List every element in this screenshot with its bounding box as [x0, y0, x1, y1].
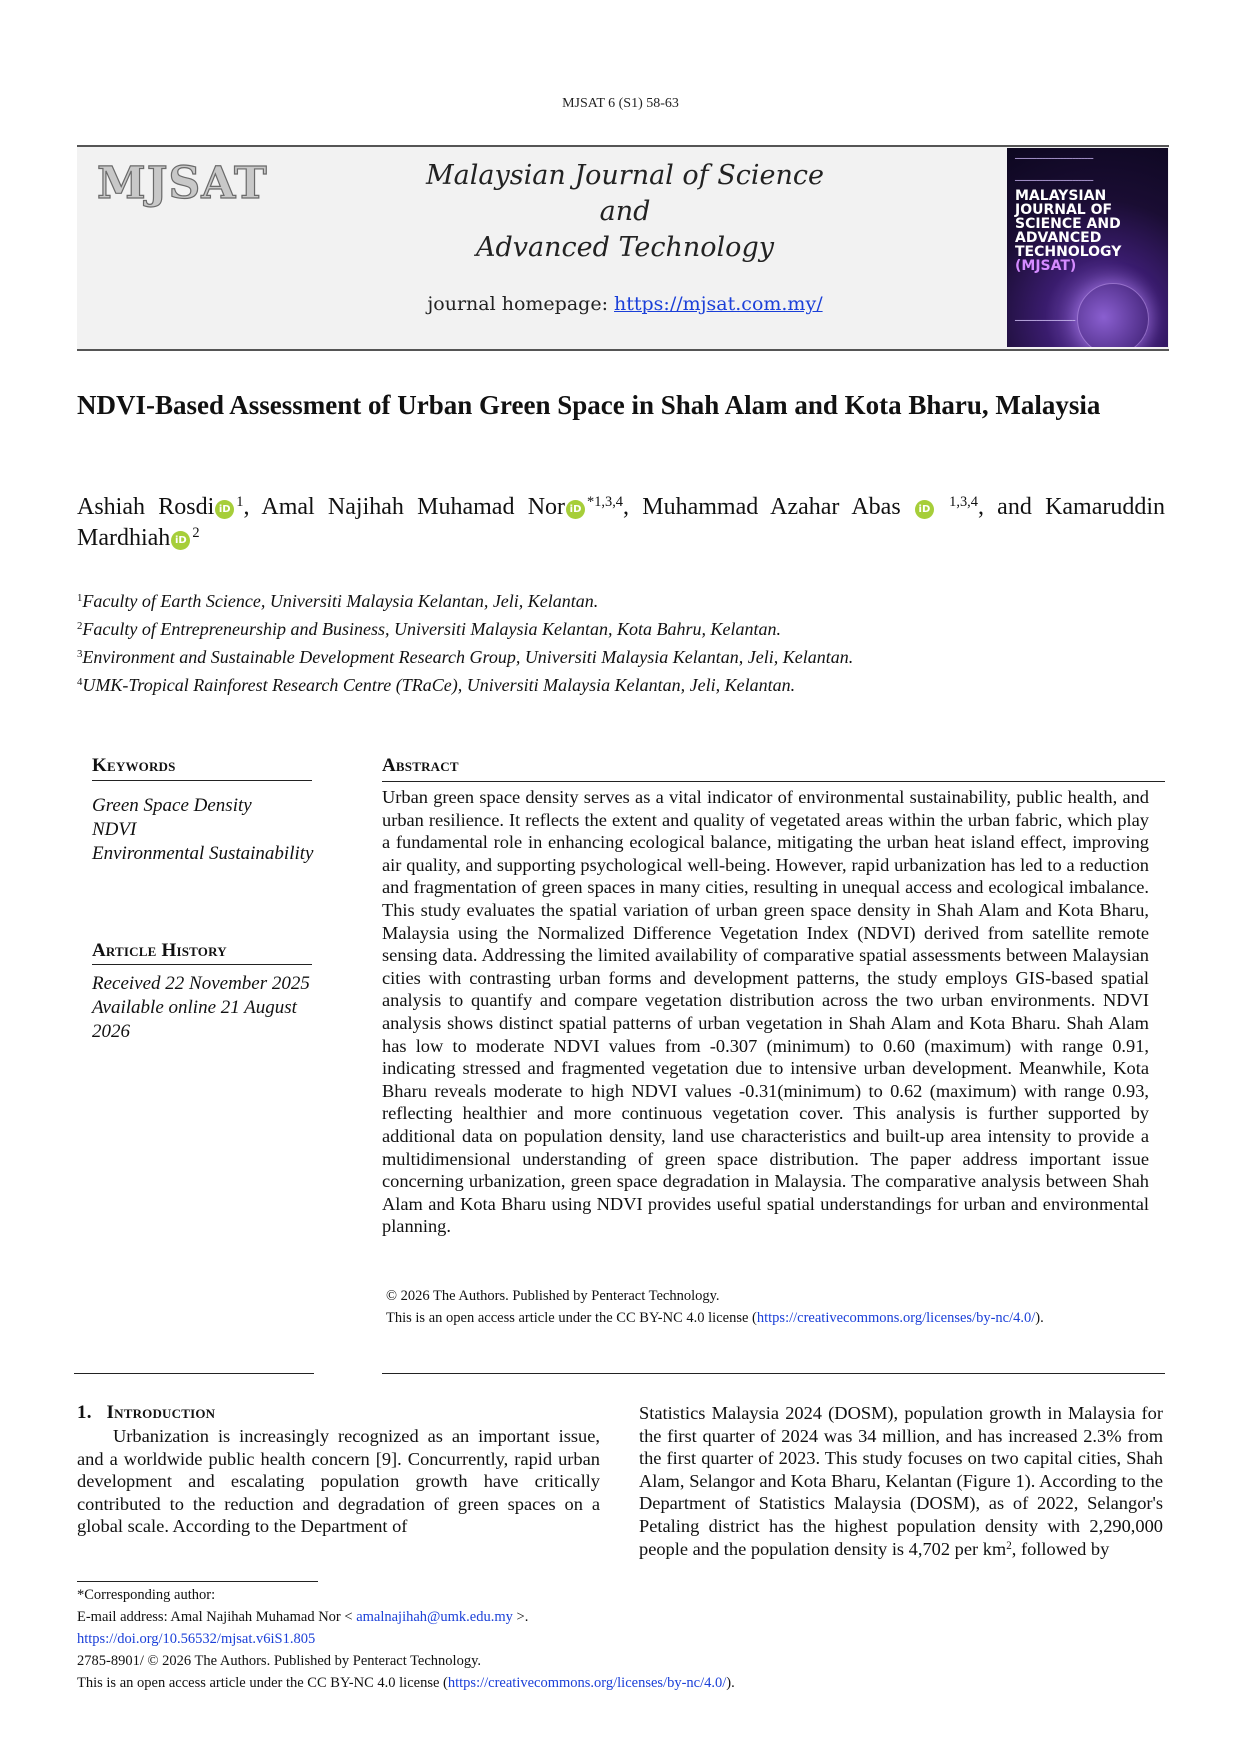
abstract-rule	[382, 781, 1165, 782]
affiliation-text: UMK-Tropical Rainforest Research Centre (TRaCe), Universiti Malaysia Kelantan, Jeli, Kelantan.	[82, 675, 796, 695]
introduction-paragraph-continued: Statistics Malaysia 2024 (DOSM), population growth in Malaysia for the first quarter of 2024 was 34 million, and has increased 2.3% from the first quarter of 2023. This study focuses on two capital cities, Shah Alam, Selangor and Kota Bharu, Kelantan (Figure 1). According to the Department of Statistics Malaysia (DOSM), as of 2022, Selangor's Petaling district has the highest population density with 2,290,000 people and the population density is 4,702 per km	[639, 1403, 1163, 1559]
homepage-link[interactable]: https://mjsat.com.my/	[614, 293, 823, 315]
affiliation	[77, 671, 1165, 699]
affiliation-text: Environment and Sustainable Development Research Group, Universiti Malaysia Kelantan, Jeli, Kelantan.	[82, 647, 854, 667]
homepage-label: journal homepage:	[427, 293, 615, 315]
author-name: Muhammad Azahar Abas	[642, 494, 914, 520]
affiliation-number: 1	[77, 592, 83, 605]
cover-title	[1015, 189, 1164, 273]
doi-line	[77, 1628, 1167, 1650]
paper-title: NDVI-Based Assessment of Urban Green Space in Shah Alam and Kota Bharu, Malaysia	[77, 390, 1101, 420]
keyword: Green Space Density	[92, 795, 252, 816]
corresponding-author-label: *Corresponding author:	[77, 1587, 216, 1603]
cover-title-text: MALAYSIAN JOURNAL OF SCIENCE AND ADVANCED TECHNOLOGY	[1015, 188, 1122, 260]
keyword: Environmental Sustainability	[92, 843, 314, 864]
section-title: Introduction	[106, 1402, 216, 1423]
abstract-license	[386, 1285, 1044, 1329]
author-affil-sup: 1,3,4	[949, 494, 978, 511]
journal-title	[380, 158, 870, 266]
introduction-right-column	[639, 1402, 1163, 1560]
journal-title-line: Advanced Technology	[476, 232, 774, 263]
running-head: MJSAT 6 (S1) 58-63	[562, 96, 679, 111]
article-history-heading: Article History	[92, 940, 227, 961]
license-text: This is an open access article under the CC BY-NC 4.0 license (	[386, 1310, 757, 1326]
section-number: 1.	[77, 1402, 92, 1423]
available-online-date: Available online 21 August 2026	[92, 997, 297, 1042]
license-line	[386, 1307, 1044, 1329]
abstract-text: Urban green space density serves as a vital indicator of environmental sustainability, public health, and urban resilience. It reflects the extent and quality of vegetated areas within the urban fabric, which play a fundamental role in enhancing ecological balance, mitigating the urban heat island effect, improving air quality, and supporting psychological well-being. However, rapid urbanization has led to a reduction and fragmentation of green spaces in many cities, resulting in unequal access and ecological imbalance. This study evaluates the spatial variation of urban green space density in Shah Alam and Kota Bharu, Malaysia using the Normalized Difference Vegetation Index (NDVI) derived from satellite remote sensing data. Addressing the limited availability of comparative spatial assessments between Malaysian cities with contrasting urban forms and development patterns, the study employs GIS-based spatial analysis to quantify and compare vegetation distribution across the two urban environments. NDVI analysis shows distinct spatial patterns of urban vegetation in Shah Alam and Kota Bharu. Shah Alam has low to moderate NDVI values from -0.307 (minimum) to 0.60 (maximum) with range 0.91, indicating stressed and fragmented vegetation due to intensive urban development. Meanwhile, Kota Bharu reveals moderate to high NDVI values -0.31(minimum) to 0.62 (maximum) with range 0.93, reflecting healthier and more continuous vegetation cover. This analysis is further supported by additional data on population density, land use characteristics and built-up area intensity to provide a multidimensional understanding of green space distribution. The paper address important issue concerning urbanization, green space degradation in Malaysia. The comparative analysis between Shah Alam and Kota Bharu using NDVI provides useful spatial understandings for urban and environmental planning.	[382, 787, 1149, 1237]
email-line	[77, 1606, 1167, 1628]
affiliation-number: 2	[77, 620, 83, 633]
affiliation	[77, 643, 1165, 671]
author-separator: ,	[623, 494, 643, 520]
article-history	[92, 972, 337, 1044]
author-name: Kamaruddin Mardhiah	[77, 494, 1166, 551]
superscript: 2	[1006, 1539, 1012, 1552]
journal-cover-image	[1007, 148, 1168, 347]
copyright-line: © 2026 The Authors. Published by Penteract Technology.	[386, 1288, 720, 1304]
author-affil-sup: *1,3,4	[587, 494, 623, 511]
affiliation-number: 3	[77, 648, 83, 661]
keywords-list	[92, 794, 322, 866]
affiliation-text: Faculty of Entrepreneurship and Business, Universiti Malaysia Kelantan, Kota Bahru, Kelantan.	[82, 619, 782, 639]
affiliations	[77, 587, 1165, 699]
journal-logo: MJSAT	[97, 158, 268, 209]
author-affil-sup: 1	[236, 494, 244, 511]
author-name: Ashiah Rosdi	[77, 494, 215, 520]
cover-ring-graphic	[1077, 283, 1149, 347]
orcid-icon[interactable]: iD	[566, 500, 585, 519]
email-link[interactable]: amalnajihah@umk.edu.my	[356, 1609, 513, 1625]
license-text-end: ).	[1035, 1310, 1044, 1326]
footer-license-link[interactable]: https://creativecommons.org/licenses/by-nc/4.0/	[447, 1675, 727, 1691]
email-label-end: >.	[512, 1609, 529, 1625]
author-separator: ,	[243, 494, 262, 520]
affiliation-text: Faculty of Earth Science, Universiti Malaysia Kelantan, Jeli, Kelantan.	[82, 591, 599, 611]
footnote-rule	[77, 1581, 318, 1582]
author-name: Amal Najihah Muhamad Nor	[261, 494, 566, 520]
doi-link[interactable]: https://doi.org/10.56532/mjsat.v6iS1.805	[77, 1631, 316, 1647]
keywords-heading: Keywords	[92, 755, 176, 776]
introduction-paragraph: Urbanization is increasingly recognized as an important issue, and a worldwide public health concern [9]. Concurrently, rapid urban development and escalating population growth have critically contributed to the reduction and degradation of green spaces on a global scale. According to the Department of	[77, 1426, 600, 1537]
left-column-end-rule	[74, 1373, 314, 1374]
introduction-paragraph-tail: , followed by	[1011, 1538, 1110, 1559]
footer-license-line	[77, 1672, 1167, 1694]
author-separator: , and	[977, 494, 1046, 520]
issn-line: 2785-8901/ © 2026 The Authors. Published by Penteract Technology.	[77, 1653, 482, 1669]
author-list	[77, 492, 1165, 554]
keyword: NDVI	[92, 819, 137, 840]
journal-homepage	[380, 293, 870, 315]
footer-license-text: This is an open access article under the CC BY-NC 4.0 license (	[77, 1675, 448, 1691]
journal-title-line: and	[599, 196, 651, 227]
affiliation	[77, 587, 1165, 615]
orcid-icon[interactable]: iD	[215, 500, 234, 519]
affiliation-number: 4	[77, 676, 83, 689]
received-date: Received 22 November 2025	[92, 973, 310, 994]
cover-issue-line: ━━━━━━━━━━━━━━━━━━━━━━━━━━	[1015, 156, 1094, 162]
email-label: E-mail address: Amal Najihah Muhamad Nor <	[77, 1609, 357, 1625]
cover-subtitle-line: ━━━━━━━━━━━━━━━━━━━━━━━━━━	[1015, 178, 1094, 184]
introduction-heading	[77, 1402, 215, 1424]
orcid-icon[interactable]: iD	[171, 531, 190, 550]
abstract-end-rule	[382, 1373, 1165, 1374]
keywords-rule	[92, 780, 312, 781]
footer-license-text-end: ).	[726, 1675, 735, 1691]
license-link[interactable]: https://creativecommons.org/licenses/by-nc/4.0/	[756, 1310, 1036, 1326]
orcid-icon[interactable]: iD	[915, 500, 934, 519]
introduction-left-column	[77, 1425, 600, 1538]
abstract-heading: Abstract	[382, 755, 459, 776]
page-footer	[77, 1584, 1167, 1694]
affiliation	[77, 615, 1165, 643]
cover-footer-line: ━━━━━━━━━━━━━━━━━━━━	[1015, 318, 1076, 324]
article-history-rule	[92, 964, 312, 965]
cover-acronym: (MJSAT)	[1015, 258, 1077, 274]
author-affil-sup: 2	[192, 525, 200, 542]
journal-title-line: Malaysian Journal of Science	[426, 160, 824, 191]
